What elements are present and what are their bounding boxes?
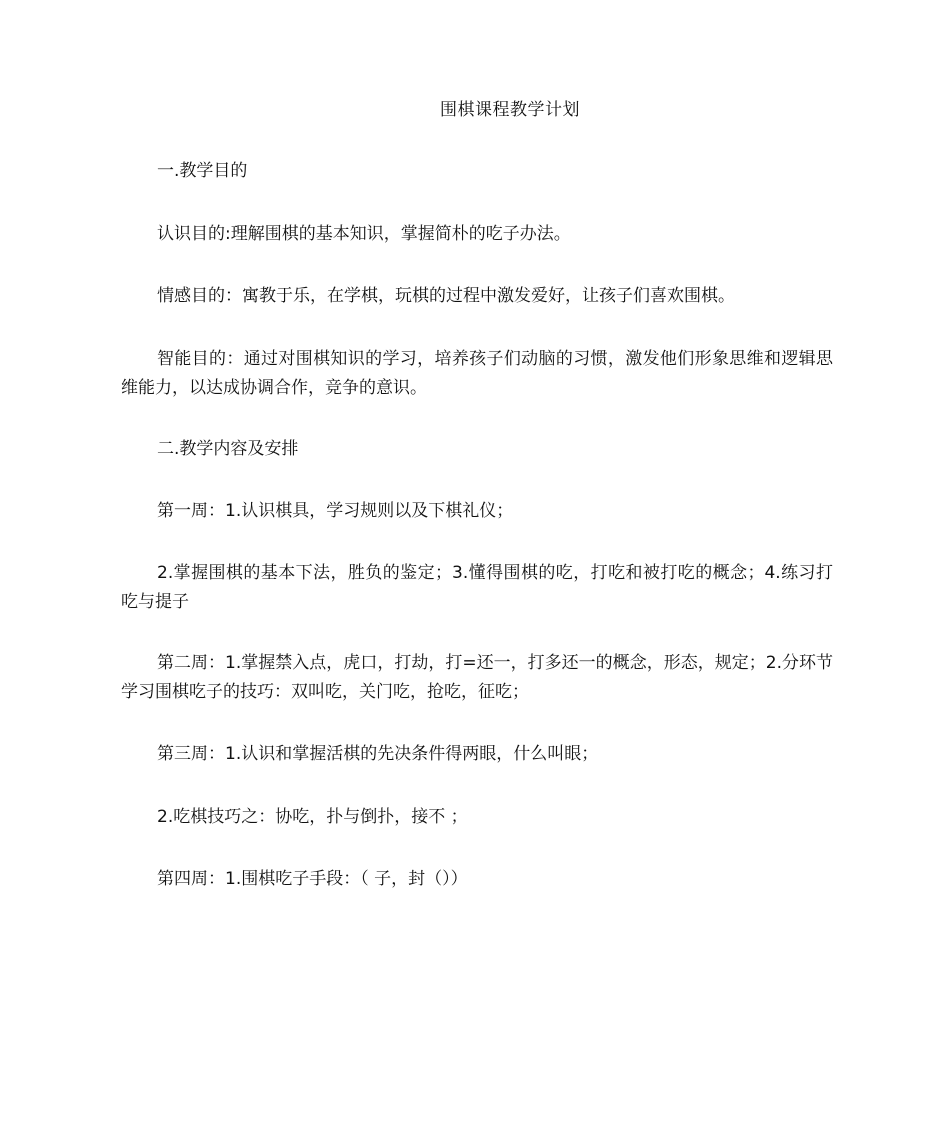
paragraph-week-2: 第二周：1.掌握禁入点，虎口，打劫，打=还一，打多还一的概念，形态，规定；2.分环节学习围棋吃子的技巧：双叫吃，关门吃，抢吃，征吃；	[121, 653, 833, 702]
section-heading-objectives: 一.教学目的	[157, 161, 248, 181]
paragraph-week-1-continued: 2.掌握围棋的基本下法，胜负的鉴定；3.懂得围棋的吃，打吃和被打吃的概念；4.练习打吃与提子	[121, 563, 833, 612]
paragraph-week-3-continued: 2.吃棋技巧之：协吃，扑与倒扑，接不 ；	[157, 807, 468, 827]
paragraph-emotional-goal: 情感目的：寓教于乐，在学棋，玩棋的过程中激发爱好，让孩子们喜欢围棋。	[157, 286, 735, 306]
paragraph-intellectual-goal: 智能目的：通过对围棋知识的学习，培养孩子们动脑的习惯，激发他们形象思维和逻辑思维能力，以达成协调合作，竞争的意识。	[121, 349, 833, 398]
document-title: 围棋课程教学计划	[440, 100, 580, 120]
paragraph-week-1: 第一周：1.认识棋具，学习规则以及下棋礼仪；	[157, 501, 514, 521]
paragraph-week-3: 第三周：1.认识和掌握活棋的先决条件得两眼，什么叫眼；	[157, 744, 599, 764]
paragraph-week-4: 第四周：1.围棋吃子手段：（ 子，封（））	[157, 869, 468, 889]
paragraph-cognitive-goal: 认识目的:理解围棋的基本知识，掌握简朴的吃子办法。	[157, 224, 571, 244]
section-heading-content: 二.教学内容及安排	[157, 439, 299, 459]
